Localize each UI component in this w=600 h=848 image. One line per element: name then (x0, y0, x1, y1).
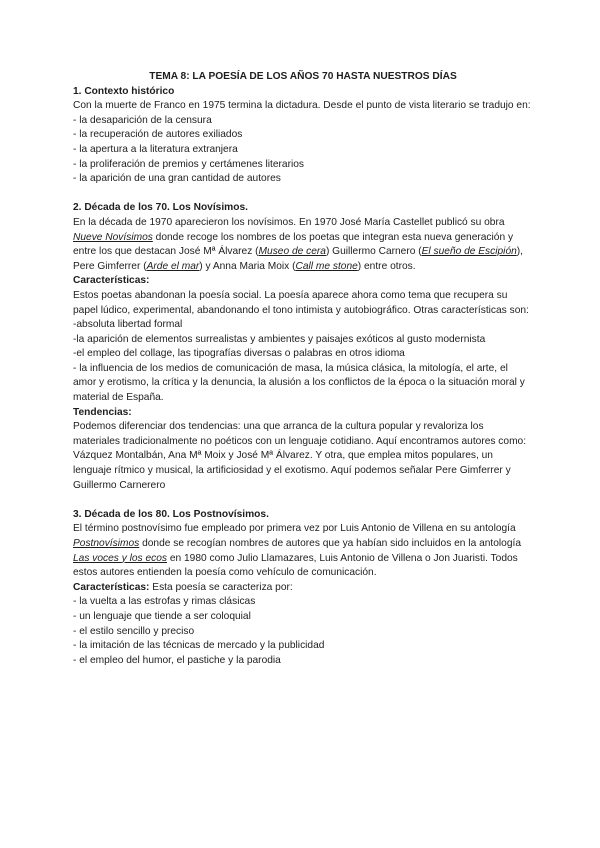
section-3-paragraph: El término postnovísimo fue empleado por primera vez por Luis Antonio de Villena en su antología Postnovísimos donde se recogían nombres de autores que ya habían sido incluidos en la antología Las voces y los ecos en 1980 como Julio Llamazares, Luis Antonio de Villena o Jon Juaristi. Todos estos autores entienden la poesía como vehículo de comunicación. (73, 523, 521, 579)
work-title: Museo de cera (258, 246, 326, 258)
work-title: Arde el mar (146, 260, 200, 272)
page-title: TEMA 8: LA POESÍA DE LOS AÑOS 70 HASTA NUESTROS DÍAS (149, 71, 457, 82)
work-title: El sueño de Escipión (421, 246, 517, 258)
section-1-heading: 1. Contexto histórico (73, 85, 175, 97)
section-2-paragraph: En la década de 1970 aparecieron los novísimos. En 1970 José María Castellet publicó su obra Nueve Novísimos donde recoge los nombres de los poetas que integran esta nueva generación y entre los que destacan José Mª Álvarez (Museo de cera) Guillermo Carnero (El sueño de Escipión), Pere Gimferrer (Arde el mar) y Anna Maria Moix (Call me stone) entre otros. (73, 216, 524, 272)
work-title: Call me stone (295, 260, 358, 272)
list-item: - la apertura a la literatura extranjera (73, 143, 238, 155)
document-page (73, 70, 533, 668)
spacer (73, 187, 533, 202)
list-item: -el empleo del collage, las tipografías diversas o palabras en otros idioma (73, 348, 405, 360)
list-item: - la influencia de los medios de comunicación de masa, la música clásica, la mitología, el arte, el amor y erotismo, la crítica y la denuncia, la alusión a los conflictos de la época o la situación moral y material de España. (73, 362, 525, 404)
tendencies-text: Podemos diferenciar dos tendencias: una que arranca de la cultura popular y revaloriza los materiales tradicionalmente no poéticos con un lenguaje cotidiano. Aquí encontramos autores como: Vázquez Montalbán, Ana Mª Moix y José Mª Álvarez. Y otra, que emplea mitos populares, un lenguaje rítmico y musical, la artificiosidad y el exotismo. Aquí podemos señalar Pere Gimferrer y Guillermo Carnerero (73, 421, 527, 491)
work-title: Postnovísimos (73, 538, 140, 549)
list-item: - el empleo del humor, el pastiche y la parodia (73, 654, 281, 666)
characteristics-line: Características: Esta poesía se caracteriza por: (73, 581, 293, 593)
work-title: Las voces y los ecos (73, 552, 167, 564)
characteristics-heading: Características: (73, 275, 150, 287)
list-item: -la aparición de elementos surrealistas y ambientes y paisajes exóticos al gusto modernista (73, 333, 486, 345)
characteristics-heading: Características: (73, 581, 150, 593)
list-item: - la imitación de las técnicas de mercado y la publicidad (73, 640, 325, 652)
list-item: - el estilo sencillo y preciso (73, 625, 195, 637)
section-1-intro: Con la muerte de Franco en 1975 termina la dictadura. Desde el punto de vista literario se tradujo en: (73, 100, 531, 112)
list-item: - la desaparición de la censura (73, 114, 212, 126)
section-2-heading: 2. Década de los 70. Los Novísimos. (73, 202, 248, 214)
list-item: - la aparición de una gran cantidad de autores (73, 173, 281, 185)
work-title: Nueve Novísimos (73, 231, 153, 243)
spacer (73, 493, 533, 508)
tendencies-heading: Tendencias: (73, 406, 132, 418)
section-3-heading: 3. Década de los 80. Los Postnovísimos. (73, 508, 269, 520)
list-item: -absoluta libertad formal (73, 319, 183, 331)
list-item: - la proliferación de premios y certámenes literarios (73, 158, 305, 170)
list-item: - la recuperación de autores exiliados (73, 129, 243, 141)
list-item: - un lenguaje que tiende a ser coloquial (73, 610, 251, 622)
characteristics-text: Estos poetas abandonan la poesía social. La poesía aparece ahora como tema que recupera su papel lúdico, experimental, abandonando el tono intimista y autobiográfico. Otras características son: (73, 289, 529, 316)
list-item: - la vuelta a las estrofas y rimas clásicas (73, 596, 256, 608)
